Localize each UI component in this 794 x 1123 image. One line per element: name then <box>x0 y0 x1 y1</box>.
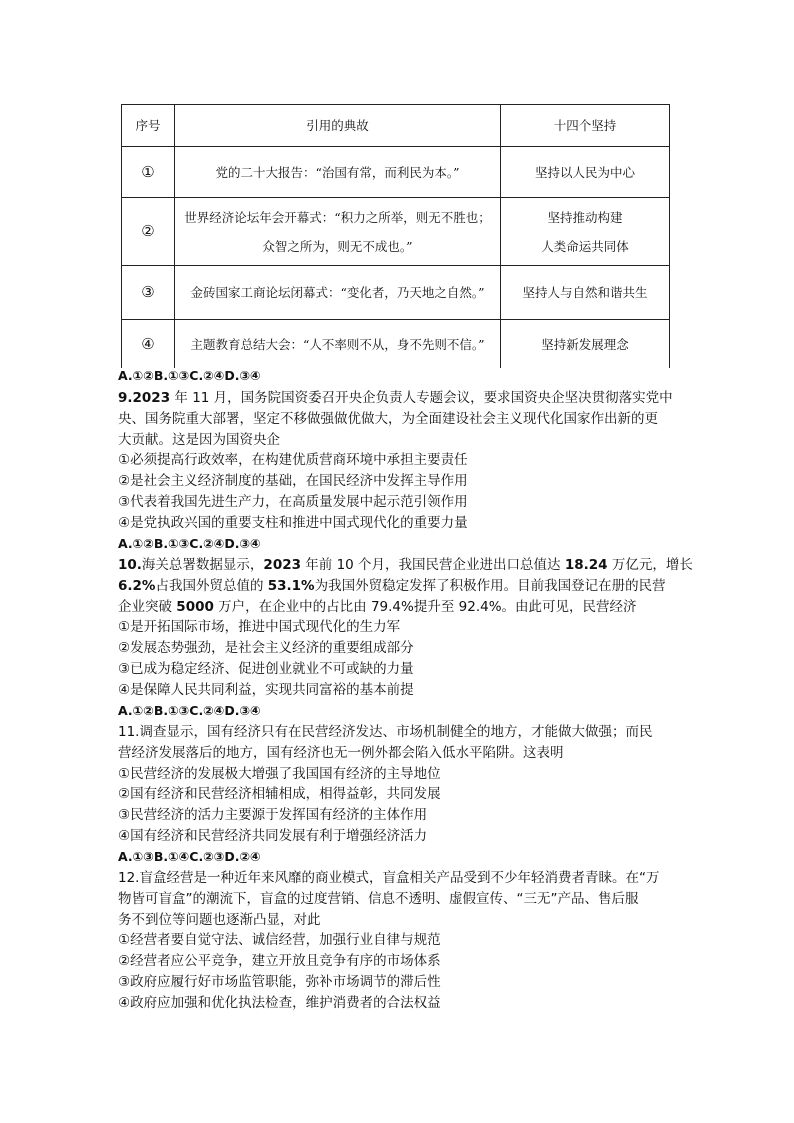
stem-text: 年前 10 个月，我国民营企业进出口总值达 <box>301 557 565 573</box>
stem-line: 务不到位等问题也逐渐凸显，对此 <box>118 911 321 928</box>
stem-text: 为我国外贸稳定发挥了积极作用。目前我国登记在册的民营 <box>314 577 666 594</box>
table-row <box>122 320 670 369</box>
stem-line: 大贡献。这是因为国资央企 <box>118 431 280 448</box>
stem-number: 53.1% <box>267 577 315 594</box>
q12-stem <box>118 868 678 1014</box>
option-item: ④国有经济和民营经济共同发展有利于增强经济活力 <box>118 827 428 844</box>
stem-line: 物皆可盲盒”的潮流下，盲盒的过度营销、信息不透明、虚假宣传、“三无”产品、售后服 <box>118 890 639 907</box>
stem-line <box>118 576 678 597</box>
stem-line <box>118 388 678 409</box>
option-item: ④是保障人民共同利益，实现共同富裕的基本前提 <box>118 681 414 698</box>
q9-options: A.①②B.①③C.②④D.③④ <box>118 535 261 551</box>
q10-stem <box>118 555 693 721</box>
option-item: ①必须提高行政效率，在构建优质营商环境中承担主要责任 <box>118 452 468 469</box>
quote-cell: 主题教育总结大会：“人不率则不从，身不先则不信。” <box>175 320 501 369</box>
table-header-row <box>122 105 670 147</box>
header-cell: 引用的典故 <box>175 105 501 147</box>
stem-line: 11.调查显示，国有经济只有在民营经济发达、市场机制健全的地方，才能做大做强；而民 <box>118 724 653 740</box>
principle-line: 人类命运共同体 <box>541 238 629 254</box>
table-row <box>122 198 670 266</box>
stem-text: 企业突破 <box>118 598 177 615</box>
stem-number: 5000 <box>176 598 214 615</box>
stem-line: 营经济发展落后的地方，国有经济也无一例外都会陷入低水平陷阱。这表明 <box>118 744 564 761</box>
option-item: ①经营者要自觉守法、诚信经营，加强行业自律与规范 <box>118 932 441 949</box>
row-number: ② <box>122 198 175 266</box>
principle-cell: 坚持新发展理念 <box>501 320 670 369</box>
option-item: ②发展态势强劲，是社会主义经济的重要组成部分 <box>118 640 414 657</box>
q9-stem <box>118 388 678 554</box>
row-number: ④ <box>122 320 175 369</box>
stem-line: 央、国务院重大部署，坚定不移做强做优做大，为全面建设社会主义现代化国家作出新的更 <box>118 410 658 427</box>
principle-cell <box>501 198 670 266</box>
quote-table <box>121 104 670 368</box>
row-number: ① <box>122 147 175 198</box>
header-cell: 十四个坚持 <box>501 105 670 147</box>
stem-number: 2023 <box>263 557 301 573</box>
stem-text: 占我国外贸总值的 <box>155 577 268 594</box>
table-row <box>122 266 670 320</box>
option-item: ②是社会主义经济制度的基础，在国民经济中发挥主导作用 <box>118 473 468 490</box>
option-item: ②经营者应公平竞争，建立开放且竞争有序的市场体系 <box>118 953 441 970</box>
header-cell: 序号 <box>122 105 175 147</box>
option-item: ④政府应加强和优化执法检查，维护消费者的合法权益 <box>118 994 441 1011</box>
quote-cell <box>175 198 501 266</box>
option-item: ①民营经济的发展极大增强了我国国有经济的主导地位 <box>118 765 441 782</box>
stem-text: 万亿元，增长 <box>607 557 693 573</box>
stem-number: 18.24 <box>564 557 608 573</box>
option-item: ①是开拓国际市场，推进中国式现代化的生力军 <box>118 619 401 636</box>
stem-line <box>118 555 693 576</box>
table-row <box>122 147 670 198</box>
stem-text: 海关总署数据显示， <box>141 557 264 573</box>
q10-options: A.①②B.①③C.②④D.③④ <box>118 702 261 718</box>
q11-options: A.①③B.①④C.②③D.②④ <box>118 848 261 864</box>
stem-number: 6.2% <box>118 577 156 594</box>
principle-cell: 坚持以人民为中心 <box>501 147 670 198</box>
row-number: ③ <box>122 266 175 320</box>
question-number: 10. <box>118 557 142 573</box>
quote-line: 众智之所为，则无不成也。” <box>262 238 413 254</box>
question-number: 9.2023 <box>118 390 171 406</box>
option-item: ③已成为稳定经济、促进创业就业不可或缺的力量 <box>118 660 414 677</box>
quote-cell: 金砖国家工商论坛闭幕式：“变化者，乃天地之自然。” <box>175 266 501 320</box>
quote-cell: 党的二十大报告：“治国有常，而利民为本。” <box>175 147 501 198</box>
stem-text: 年 11 月，国务院国资委召开央企负责人专题会议，要求国资央企坚决贯彻落实党中 <box>170 390 673 406</box>
option-item: ③民营经济的活力主要源于发挥国有经济的主体作用 <box>118 807 428 824</box>
quote-line: 世界经济论坛年会开幕式：“积力之所举，则无不胜也； <box>184 209 491 225</box>
stem-line <box>118 597 678 618</box>
option-item: ④是党执政兴国的重要支柱和推进中国式现代化的重要力量 <box>118 514 468 531</box>
option-item: ③代表着我国先进生产力，在高质量发展中起示范引领作用 <box>118 493 468 510</box>
option-item: ②国有经济和民营经济相辅相成，相得益彰，共同发展 <box>118 786 441 803</box>
stem-line: 12.盲盒经营是一种近年来风靡的商业模式，盲盒相关产品受到不少年轻消费者青睐。在“万 <box>118 870 660 886</box>
q11-stem <box>118 722 678 868</box>
stem-text: 万户，在企业中的占比由 79.4%提升至 92.4%。由此可见，民营经济 <box>213 598 637 615</box>
q8-options: A.①②B.①③C.②④D.③④ <box>118 368 261 383</box>
option-item: ③政府应履行好市场监管职能，弥补市场调节的滞后性 <box>118 973 441 990</box>
principle-line: 坚持推动构建 <box>547 209 623 225</box>
principle-cell: 坚持人与自然和谐共生 <box>501 266 670 320</box>
